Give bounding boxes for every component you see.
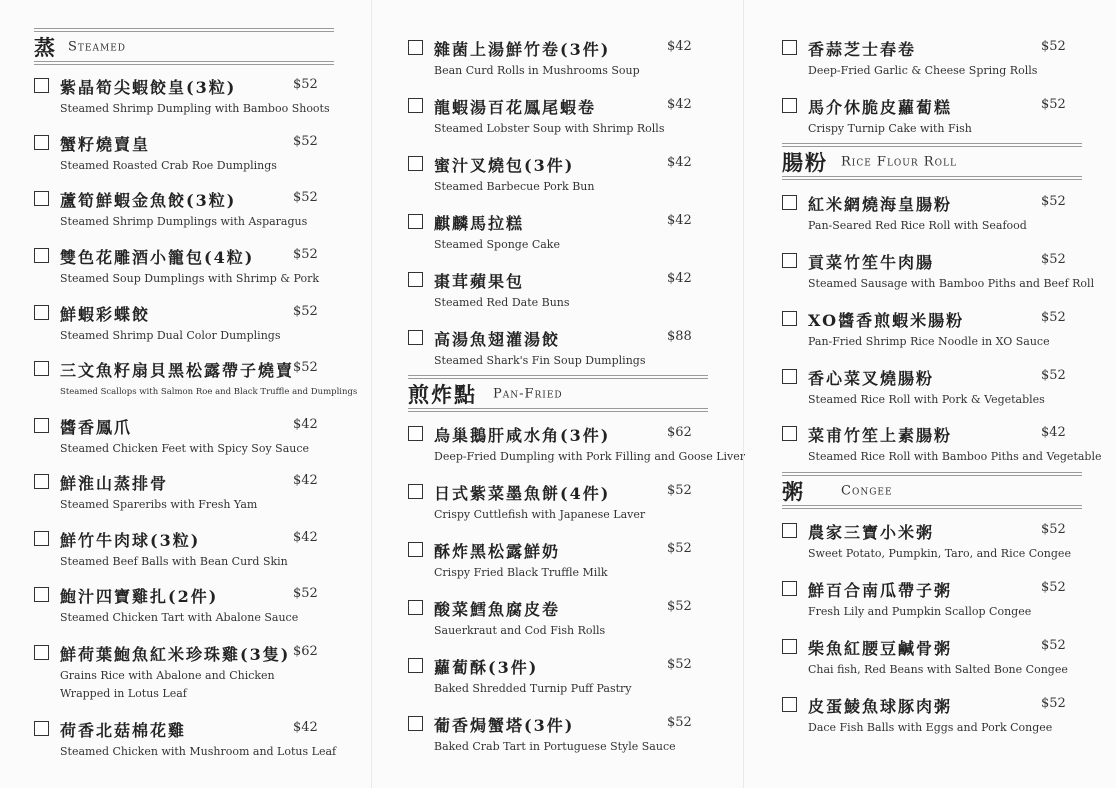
- dish-name-en: Steamed Sausage with Bamboo Piths and Beef Roll: [808, 277, 1095, 290]
- dish-name-en: Steamed Shrimp Dumpling with Bamboo Shoots: [60, 102, 330, 115]
- dish-price: $52: [1041, 310, 1066, 325]
- dish-name-zh: 香心菜叉燒腸粉: [808, 369, 935, 388]
- menu-item: [34, 587, 334, 627]
- menu-item: [782, 639, 1082, 679]
- dish-name-en: Grains Rice with Abalone and Chicken: [60, 669, 275, 682]
- dish-price: $52: [293, 134, 318, 149]
- section-header: [782, 143, 1082, 180]
- menu-item: [34, 78, 334, 118]
- dish-price: $42: [667, 39, 692, 54]
- dish-name-zh: 酸菜鱈魚腐皮卷: [434, 600, 561, 619]
- dish-name-zh: 貢菜竹笙牛肉腸: [808, 253, 935, 272]
- dish-price: $52: [1041, 97, 1066, 112]
- dish-name-en: Steamed Roasted Crab Roe Dumplings: [60, 159, 277, 172]
- dish-name-zh: 鮮荷葉鮑魚紅米珍珠雞(3隻): [60, 645, 291, 664]
- dish-price: $52: [1041, 194, 1066, 209]
- menu-item: [782, 425, 1102, 466]
- item-checkbox[interactable]: [782, 195, 797, 210]
- menu-item: [408, 425, 746, 466]
- menu-item: [34, 474, 334, 514]
- dish-name-en: Sauerkraut and Cod Fish Rolls: [434, 624, 606, 637]
- dish-name-en: Steamed Chicken Tart with Abalone Sauce: [60, 611, 299, 624]
- dish-name-zh: 蜜汁叉燒包(3件): [434, 156, 575, 175]
- dish-name-zh: 鮑汁四寶雞扎(2件): [60, 587, 219, 606]
- dish-name-en: Baked Crab Tart in Portuguese Style Sauce: [434, 740, 676, 753]
- item-checkbox[interactable]: [34, 135, 49, 150]
- dish-price: $52: [1041, 368, 1066, 383]
- dish-price: $52: [1041, 39, 1066, 54]
- dish-price: $88: [667, 329, 692, 344]
- menu-item: [408, 716, 708, 756]
- dish-name-en: Steamed Rice Roll with Bamboo Piths and Vegetable: [808, 450, 1102, 463]
- menu-item: [408, 330, 708, 370]
- menu-item: [34, 135, 334, 175]
- dish-name-zh: 蘿蔔酥(3件): [434, 658, 539, 677]
- menu-item: [782, 195, 1082, 235]
- dish-price: $62: [293, 644, 318, 659]
- menu-item: [782, 252, 1095, 293]
- dish-name-zh: 鮮竹牛肉球(3粒): [60, 531, 201, 550]
- dish-name-zh: 蘆筍鮮蝦金魚餃(3粒): [60, 191, 237, 210]
- section-title-en: Rice Flour Roll: [841, 154, 957, 169]
- dish-price: $52: [293, 304, 318, 319]
- dish-name-en: Deep-Fried Dumpling with Pork Filling and Goose Liver: [434, 450, 746, 463]
- dish-price: $42: [1041, 425, 1066, 440]
- dish-name-zh: 鮮百合南瓜帶子粥: [808, 581, 953, 600]
- section-title-zh: 蒸: [34, 34, 57, 60]
- menu-item: [34, 305, 334, 345]
- item-checkbox[interactable]: [782, 98, 797, 113]
- item-checkbox[interactable]: [408, 272, 423, 287]
- dish-name-zh: 香蒜芝士春卷: [808, 40, 917, 59]
- dish-name-en: Sweet Potato, Pumpkin, Taro, and Rice Congee: [808, 547, 1071, 560]
- dish-name-zh: 日式紫菜墨魚餅(4件): [434, 484, 611, 503]
- item-checkbox[interactable]: [782, 523, 797, 538]
- dish-price: $42: [667, 271, 692, 286]
- dish-name-zh: 農家三寶小米粥: [808, 523, 935, 542]
- item-checkbox[interactable]: [408, 156, 423, 171]
- section-title-zh: 煎炸點: [408, 381, 477, 407]
- section-title-zh: 腸粉: [782, 149, 828, 175]
- menu-item: [34, 248, 334, 288]
- dish-price: $52: [1041, 696, 1066, 711]
- dish-price: $52: [1041, 252, 1066, 267]
- item-checkbox[interactable]: [408, 716, 423, 731]
- dish-price: $52: [293, 190, 318, 205]
- item-checkbox[interactable]: [782, 639, 797, 654]
- dish-name-zh: 馬介休脆皮蘿蔔糕: [808, 98, 953, 117]
- dish-name-zh: 龍蝦湯百花鳳尾蝦卷: [434, 98, 597, 117]
- item-checkbox[interactable]: [408, 98, 423, 113]
- dish-name-en: Steamed Red Date Buns: [434, 296, 570, 309]
- menu-item: [34, 644, 334, 700]
- item-checkbox[interactable]: [408, 542, 423, 557]
- item-checkbox[interactable]: [408, 214, 423, 229]
- item-checkbox[interactable]: [782, 426, 797, 441]
- menu-item: [408, 214, 708, 254]
- menu-column-3: [743, 0, 1116, 788]
- item-checkbox[interactable]: [782, 697, 797, 712]
- dish-name-en: Fresh Lily and Pumpkin Scallop Congee: [808, 605, 1032, 618]
- menu-item: [408, 272, 708, 312]
- dish-name-en: Steamed Chicken with Mushroom and Lotus Leaf: [60, 745, 337, 758]
- menu-item: [34, 191, 334, 231]
- dish-price: $52: [293, 77, 318, 92]
- item-checkbox[interactable]: [34, 418, 49, 433]
- dish-name-en: Steamed Shark's Fin Soup Dumplings: [434, 354, 646, 367]
- dish-name-zh: 菜甫竹笙上素腸粉: [808, 426, 953, 445]
- menu-item: [782, 523, 1082, 563]
- dish-name-en: Steamed Rice Roll with Pork & Vegetables: [808, 393, 1045, 406]
- section-header: [408, 375, 708, 412]
- dish-price: $52: [293, 247, 318, 262]
- item-checkbox[interactable]: [782, 311, 797, 326]
- item-checkbox[interactable]: [34, 248, 49, 263]
- menu-item: [408, 484, 708, 524]
- dish-name-zh: 葡香焗蟹塔(3件): [434, 716, 575, 735]
- item-checkbox[interactable]: [408, 426, 423, 441]
- dish-name-en: Bean Curd Rolls in Mushrooms Soup: [434, 64, 640, 77]
- dish-price: $52: [1041, 522, 1066, 537]
- item-checkbox[interactable]: [34, 474, 49, 489]
- dish-price: $52: [667, 657, 692, 672]
- item-checkbox[interactable]: [34, 78, 49, 93]
- menu-column-1: [0, 0, 371, 788]
- dish-name-zh: 鮮蝦彩蝶餃: [60, 305, 151, 324]
- dish-name-en: Crispy Fried Black Truffle Milk: [434, 566, 608, 579]
- item-checkbox[interactable]: [782, 369, 797, 384]
- item-checkbox[interactable]: [34, 645, 49, 660]
- menu-item: [782, 311, 1082, 351]
- item-checkbox[interactable]: [408, 600, 423, 615]
- dish-name-zh: 紅米網燒海皇腸粉: [808, 195, 953, 214]
- item-checkbox[interactable]: [34, 305, 49, 320]
- dish-name-zh: 棗茸蘋果包: [434, 272, 525, 291]
- dish-price: $42: [667, 97, 692, 112]
- dish-name-en: Crispy Cuttlefish with Japanese Laver: [434, 508, 646, 521]
- menu-item: [782, 40, 1082, 80]
- dish-name-en: Steamed Beef Balls with Bean Curd Skin: [60, 555, 288, 568]
- dish-name-en: Steamed Chicken Feet with Spicy Soy Sauce: [60, 442, 310, 455]
- dish-price: $52: [293, 360, 318, 375]
- item-checkbox[interactable]: [34, 361, 49, 376]
- dish-price: $42: [293, 720, 318, 735]
- section-header: [782, 472, 1082, 509]
- dish-name-en: Pan-Fried Shrimp Rice Noodle in XO Sauce: [808, 335, 1050, 348]
- section-title-en: Steamed: [68, 39, 126, 54]
- item-checkbox[interactable]: [782, 253, 797, 268]
- menu-item: [782, 697, 1082, 737]
- item-checkbox[interactable]: [408, 40, 423, 55]
- dish-price: $52: [293, 586, 318, 601]
- dish-name-en: Steamed Scallops with Salmon Roe and Black Truffle and Dumplings: [60, 387, 358, 397]
- section-title-zh: 粥: [782, 478, 805, 504]
- dish-price: $42: [667, 155, 692, 170]
- menu-item: [782, 581, 1082, 621]
- dish-name-zh: 麒麟馬拉糕: [434, 214, 525, 233]
- dish-name-zh: 酥炸黑松露鮮奶: [434, 542, 561, 561]
- item-checkbox[interactable]: [408, 484, 423, 499]
- dish-price: $42: [667, 213, 692, 228]
- dish-name-en: Steamed Lobster Soup with Shrimp Rolls: [434, 122, 665, 135]
- item-checkbox[interactable]: [782, 40, 797, 55]
- menu-item: [408, 40, 708, 80]
- dish-name-zh: 柴魚紅腰豆鹹骨粥: [808, 639, 953, 658]
- menu-item: [408, 658, 708, 698]
- dish-name-en: Crispy Turnip Cake with Fish: [808, 122, 972, 135]
- dish-name-zh: 烏巢鵝肝咸水角(3件): [434, 426, 611, 445]
- dish-name-en: Steamed Shrimp Dumplings with Asparagus: [60, 215, 308, 228]
- item-checkbox[interactable]: [34, 587, 49, 602]
- menu-item: [34, 418, 334, 458]
- dish-price: $52: [667, 483, 692, 498]
- menu-item: [408, 542, 708, 582]
- dish-name-zh: 雙色花雕酒小籠包(4粒): [60, 248, 255, 267]
- dish-name-zh: 鮮淮山蒸排骨: [60, 474, 169, 493]
- item-checkbox[interactable]: [34, 721, 49, 736]
- dish-name-zh: 三文魚籽扇貝黑松露帶子燒賣: [60, 361, 295, 380]
- dish-price: $52: [667, 541, 692, 556]
- menu-item: [34, 360, 358, 401]
- dish-price: $52: [667, 599, 692, 614]
- dish-price: $52: [1041, 638, 1066, 653]
- dish-name-en: Steamed Shrimp Dual Color Dumplings: [60, 329, 281, 342]
- dish-name-en: Baked Shredded Turnip Puff Pastry: [434, 682, 632, 695]
- dish-name-zh: 荷香北菇棉花雞: [60, 721, 187, 740]
- dish-name-zh: 蟹籽燒賣皇: [60, 135, 151, 154]
- dish-price: $62: [667, 425, 692, 440]
- dish-price: $52: [1041, 580, 1066, 595]
- dish-name-zh: 雜菌上湯鮮竹卷(3件): [434, 40, 611, 59]
- menu-column-2: [371, 0, 746, 788]
- menu-item: [34, 720, 337, 761]
- dish-name-zh: 醬香鳳爪: [60, 418, 133, 437]
- menu-item: [408, 98, 708, 138]
- section-header: [34, 28, 334, 65]
- dish-name-en: Deep-Fried Garlic & Cheese Spring Rolls: [808, 64, 1038, 77]
- menu-item: [408, 600, 708, 640]
- dish-name-en-line2: Wrapped in Lotus Leaf: [60, 687, 187, 700]
- menu-item: [782, 369, 1082, 409]
- menu-item: [782, 98, 1082, 138]
- menu-item: [34, 531, 334, 571]
- item-checkbox[interactable]: [408, 658, 423, 673]
- item-checkbox[interactable]: [34, 531, 49, 546]
- section-title-en: Congee: [841, 483, 893, 498]
- dish-name-en: Dace Fish Balls with Eggs and Pork Congee: [808, 721, 1053, 734]
- dish-price: $42: [293, 417, 318, 432]
- dish-name-zh: 皮蛋鯪魚球豚肉粥: [808, 697, 953, 716]
- dish-name-en: Steamed Barbecue Pork Bun: [434, 180, 595, 193]
- dish-name-en: Steamed Sponge Cake: [434, 238, 560, 251]
- dish-name-zh: 高湯魚翅灌湯餃: [434, 330, 561, 349]
- item-checkbox[interactable]: [782, 581, 797, 596]
- menu-item: [408, 156, 708, 196]
- dish-name-en: Pan-Seared Red Rice Roll with Seafood: [808, 219, 1027, 232]
- dish-name-en: Steamed Soup Dumplings with Shrimp & Pork: [60, 272, 320, 285]
- dish-name-en: Steamed Spareribs with Fresh Yam: [60, 498, 258, 511]
- item-checkbox[interactable]: [408, 330, 423, 345]
- dish-name-zh: 紫晶筍尖蝦餃皇(3粒): [60, 78, 237, 97]
- dish-name-en: Chai fish, Red Beans with Salted Bone Congee: [808, 663, 1068, 676]
- dish-name-zh: XO醬香煎蝦米腸粉: [808, 311, 965, 330]
- dish-price: $52: [667, 715, 692, 730]
- section-title-en: Pan-Fried: [493, 386, 563, 401]
- item-checkbox[interactable]: [34, 191, 49, 206]
- dish-price: $42: [293, 473, 318, 488]
- dish-price: $42: [293, 530, 318, 545]
